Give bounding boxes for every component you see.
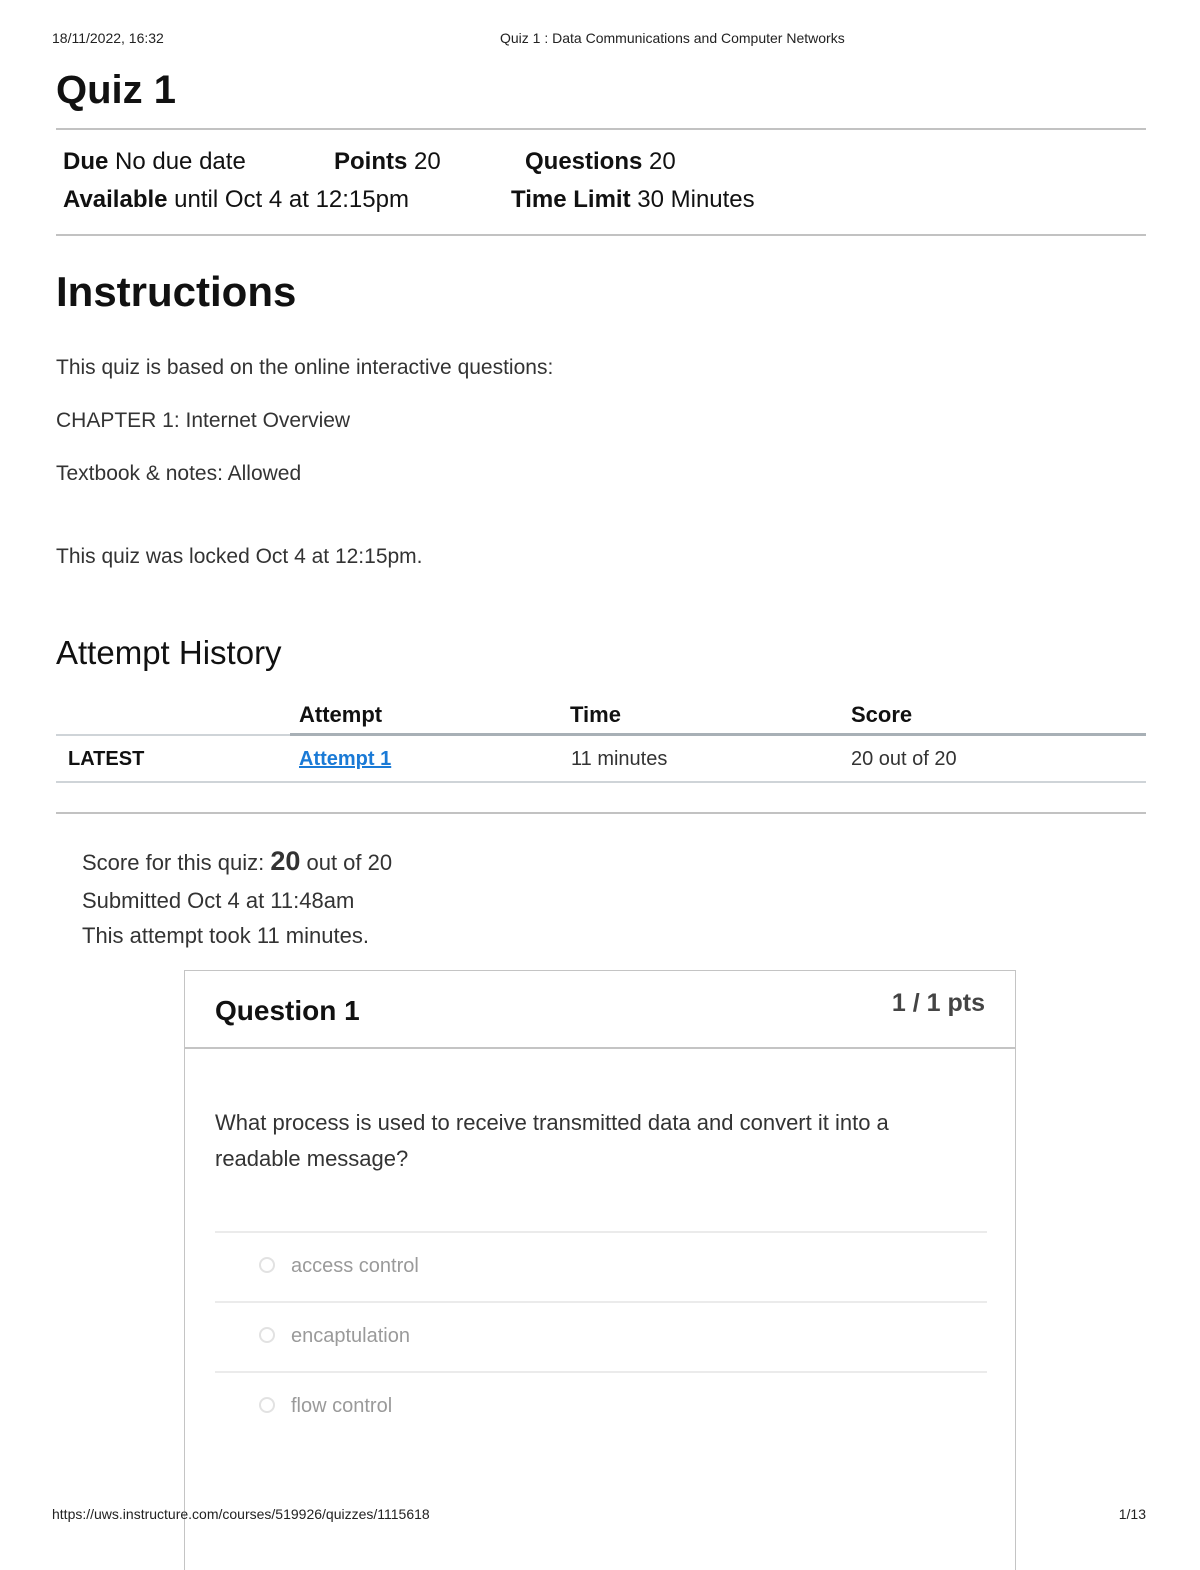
column-header-time: Time bbox=[570, 702, 621, 727]
attempt-history-heading: Attempt History bbox=[56, 634, 282, 671]
column-header-attempt: Attempt bbox=[299, 702, 383, 727]
questions-value: 20 bbox=[649, 148, 676, 175]
score-value: 20 bbox=[270, 846, 301, 876]
answer-label: access control bbox=[291, 1255, 419, 1277]
answer-label: flow control bbox=[291, 1395, 393, 1417]
question-title: Question 1 bbox=[215, 995, 360, 1026]
instructions-line: CHAPTER 1: Internet Overview bbox=[56, 409, 351, 432]
print-page-title: Quiz 1 : Data Communications and Computer Networks bbox=[500, 30, 845, 46]
latest-tag: LATEST bbox=[68, 748, 145, 770]
available-field bbox=[63, 186, 409, 214]
instructions-heading: Instructions bbox=[56, 268, 297, 315]
time-limit-field bbox=[511, 186, 755, 214]
print-datetime: 18/11/2022, 16:32 bbox=[52, 30, 164, 46]
questions-field bbox=[525, 148, 676, 176]
radio-icon[interactable] bbox=[259, 1257, 275, 1273]
answer-option[interactable] bbox=[215, 1371, 987, 1443]
questions-label: Questions bbox=[525, 148, 643, 175]
attempt-time: 11 minutes bbox=[571, 748, 668, 770]
page-number: 1/13 bbox=[1118, 1506, 1146, 1522]
instructions-line: This quiz is based on the online interactive questions: bbox=[56, 356, 554, 379]
points-field bbox=[334, 148, 441, 176]
radio-icon[interactable] bbox=[259, 1397, 275, 1413]
print-header bbox=[0, 30, 1200, 48]
due-value: No due date bbox=[115, 148, 246, 175]
available-value: until Oct 4 at 12:15pm bbox=[174, 186, 409, 213]
score-summary bbox=[82, 846, 392, 877]
radio-icon[interactable] bbox=[259, 1327, 275, 1343]
due-label: Due bbox=[63, 148, 109, 175]
attempt-duration: This attempt took 11 minutes. bbox=[82, 923, 369, 948]
question-text: What process is used to receive transmitted data and convert it into a readable message? bbox=[215, 1110, 889, 1171]
divider bbox=[56, 812, 1146, 814]
column-header-score: Score bbox=[851, 702, 913, 727]
points-label: Points bbox=[334, 148, 408, 175]
answer-option[interactable] bbox=[215, 1301, 987, 1373]
divider bbox=[56, 234, 1146, 236]
question-card bbox=[184, 970, 1016, 1570]
time-limit-value: 30 Minutes bbox=[637, 186, 755, 213]
question-points: 1 / 1 pts bbox=[891, 989, 985, 1017]
submitted-time: Submitted Oct 4 at 11:48am bbox=[82, 888, 355, 913]
due-field bbox=[63, 148, 246, 176]
attempt-score: 20 out of 20 bbox=[851, 748, 957, 770]
table-row-divider bbox=[56, 781, 1146, 783]
table-header-divider bbox=[56, 734, 290, 736]
points-value: 20 bbox=[414, 148, 441, 175]
table-header-divider bbox=[290, 733, 1146, 736]
question-header bbox=[185, 971, 1015, 1049]
answer-label: encaptulation bbox=[291, 1325, 410, 1347]
page-title: Quiz 1 bbox=[56, 68, 177, 112]
instructions-line: Textbook & notes: Allowed bbox=[56, 462, 302, 485]
time-limit-label: Time Limit bbox=[511, 186, 631, 213]
locked-notice: This quiz was locked Oct 4 at 12:15pm. bbox=[56, 545, 423, 568]
page-url: https://uws.instructure.com/courses/519926/quizzes/1115618 bbox=[52, 1506, 430, 1522]
divider bbox=[56, 128, 1146, 130]
score-suffix: out of 20 bbox=[306, 850, 393, 875]
available-label: Available bbox=[63, 186, 168, 213]
answer-option[interactable] bbox=[215, 1231, 987, 1303]
attempt-link[interactable]: Attempt 1 bbox=[299, 748, 392, 770]
score-prefix: Score for this quiz: bbox=[82, 850, 265, 875]
